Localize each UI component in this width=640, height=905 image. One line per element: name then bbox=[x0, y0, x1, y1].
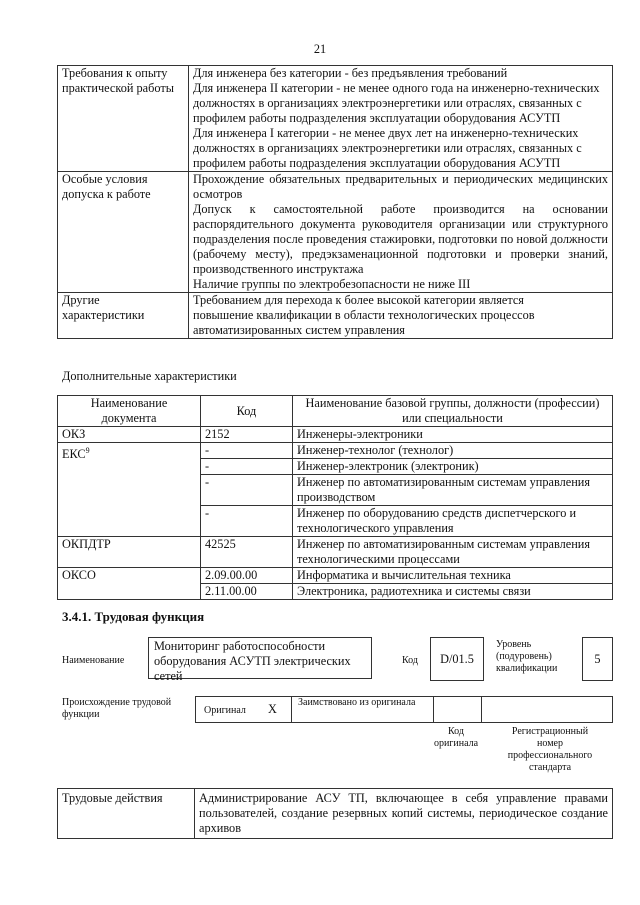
doc-cell: ОКЗ bbox=[58, 427, 201, 443]
name-cell: Инженер по автоматизированным системам управления производством bbox=[293, 475, 613, 506]
level-label: Уровень (подуровень) квалификации bbox=[496, 639, 558, 674]
requirement-line: Прохождение обязательных предварительных и периодических медицинских осмотров bbox=[193, 172, 608, 201]
code-cell: - bbox=[201, 506, 293, 537]
level-box: 5 bbox=[582, 637, 613, 681]
row-value bbox=[189, 66, 613, 172]
row-value bbox=[189, 172, 613, 293]
name-cell: Электроника, радиотехника и системы связи bbox=[293, 584, 613, 600]
requirement-line: Для инженера без категории - без предъявления требований bbox=[193, 66, 508, 80]
header-code: Код bbox=[201, 396, 293, 427]
function-code-box: D/01.5 bbox=[430, 637, 484, 681]
header-doc: Наименование документа bbox=[58, 396, 201, 427]
doc-cell: ОКПДТР bbox=[58, 537, 201, 568]
section-heading: 3.4.1. Трудовая функция bbox=[62, 609, 205, 624]
name-cell: Инженер-технолог (технолог) bbox=[293, 443, 613, 459]
table-row bbox=[58, 172, 613, 293]
name-cell: Инженер-электроник (электроник) bbox=[293, 459, 613, 475]
code-cell: 2152 bbox=[201, 427, 293, 443]
header-name: Наименование базовой группы, должности (профессии) или специальности bbox=[293, 396, 613, 427]
code-cell: - bbox=[201, 443, 293, 459]
table-row bbox=[58, 568, 613, 584]
table-row bbox=[58, 293, 613, 339]
additional-title: Дополнительные характеристики bbox=[62, 369, 237, 383]
requirement-line: Наличие группы по электробезопасности не ниже III bbox=[193, 277, 471, 291]
table-row bbox=[58, 789, 613, 839]
original-mark: X bbox=[268, 702, 277, 716]
code-cell: 2.09.00.00 bbox=[201, 568, 293, 584]
requirement-line: Для инженера I категории - не менее двух лет на инженерно-технических должностях в организациях электроэнергетики или отраслях, связанных с профилем работы подразделения эксплуатации оборудования АСУТП bbox=[193, 126, 582, 170]
row-value bbox=[189, 293, 613, 339]
table-row bbox=[58, 443, 613, 459]
origin-box bbox=[195, 696, 613, 723]
footnote-ref: 9 bbox=[85, 446, 90, 455]
requirement-line: Требованием для перехода к более высокой категории является повышение квалификации в области технологических процессов автоматизированных систем управления bbox=[193, 293, 535, 337]
original-code-cell bbox=[433, 697, 481, 722]
page-number: 21 bbox=[313, 42, 327, 56]
code-cell: - bbox=[201, 475, 293, 506]
name-cell: Информатика и вычислительная техника bbox=[293, 568, 613, 584]
original-code-caption: Код оригинала bbox=[433, 726, 479, 749]
code-label: Код bbox=[402, 655, 418, 666]
original-label: Оригинал bbox=[204, 705, 246, 716]
table-row bbox=[58, 537, 613, 568]
doc-cell bbox=[58, 443, 201, 537]
requirements-table bbox=[57, 65, 613, 339]
row-label: Требования к опыту практической работы bbox=[58, 66, 189, 172]
borrowed-label: Заимствовано из оригинала bbox=[291, 697, 433, 722]
code-cell: 2.11.00.00 bbox=[201, 584, 293, 600]
origin-label: Происхождение трудовой функции bbox=[62, 697, 172, 720]
additional-table bbox=[57, 395, 613, 600]
row-label: Особые условия допуска к работе bbox=[58, 172, 189, 293]
actions-table bbox=[57, 788, 613, 839]
name-cell: Инженер по оборудованию средств диспетчерского и технологического управления bbox=[293, 506, 613, 537]
name-label: Наименование bbox=[62, 655, 125, 666]
table-row bbox=[58, 66, 613, 172]
name-cell: Инженеры-электроники bbox=[293, 427, 613, 443]
function-name-box: Мониторинг работоспособности оборудования АСУТП электрических сетей bbox=[148, 637, 372, 679]
table-row bbox=[58, 427, 613, 443]
reg-number-cell bbox=[481, 697, 482, 722]
row-label: Другие характеристики bbox=[58, 293, 189, 339]
reg-number-caption: Регистрационный номер профессионального стандарта bbox=[507, 726, 593, 773]
name-cell: Инженер по автоматизированным системам управления технологическими процессами bbox=[293, 537, 613, 568]
code-cell: - bbox=[201, 459, 293, 475]
requirement-line: Допуск к самостоятельной работе производится на основании распорядительного документа руководителя организации или структурного подразделения после проведения стажировки, подготовки по новой должности (рабочему месту), предэкзаменационной подготовки и проверки знаний, производственного инструктажа bbox=[193, 202, 608, 276]
actions-value: Администрирование АСУ ТП, включающее в себя управление правами пользователей, создание резервных копий системы, периодическое создание архивов bbox=[195, 789, 613, 839]
table-header-row bbox=[58, 396, 613, 427]
actions-label: Трудовые действия bbox=[58, 789, 195, 839]
doc-name: ЕКС bbox=[62, 447, 86, 462]
code-cell: 42525 bbox=[201, 537, 293, 568]
doc-cell: ОКСО bbox=[58, 568, 201, 600]
requirement-line: Для инженера II категории - не менее одного года на инженерно-технических должностях в организациях электроэнергетики или отраслях, связанных с профилем работы подразделения эксплуатации оборудования АСУТП bbox=[193, 81, 600, 125]
